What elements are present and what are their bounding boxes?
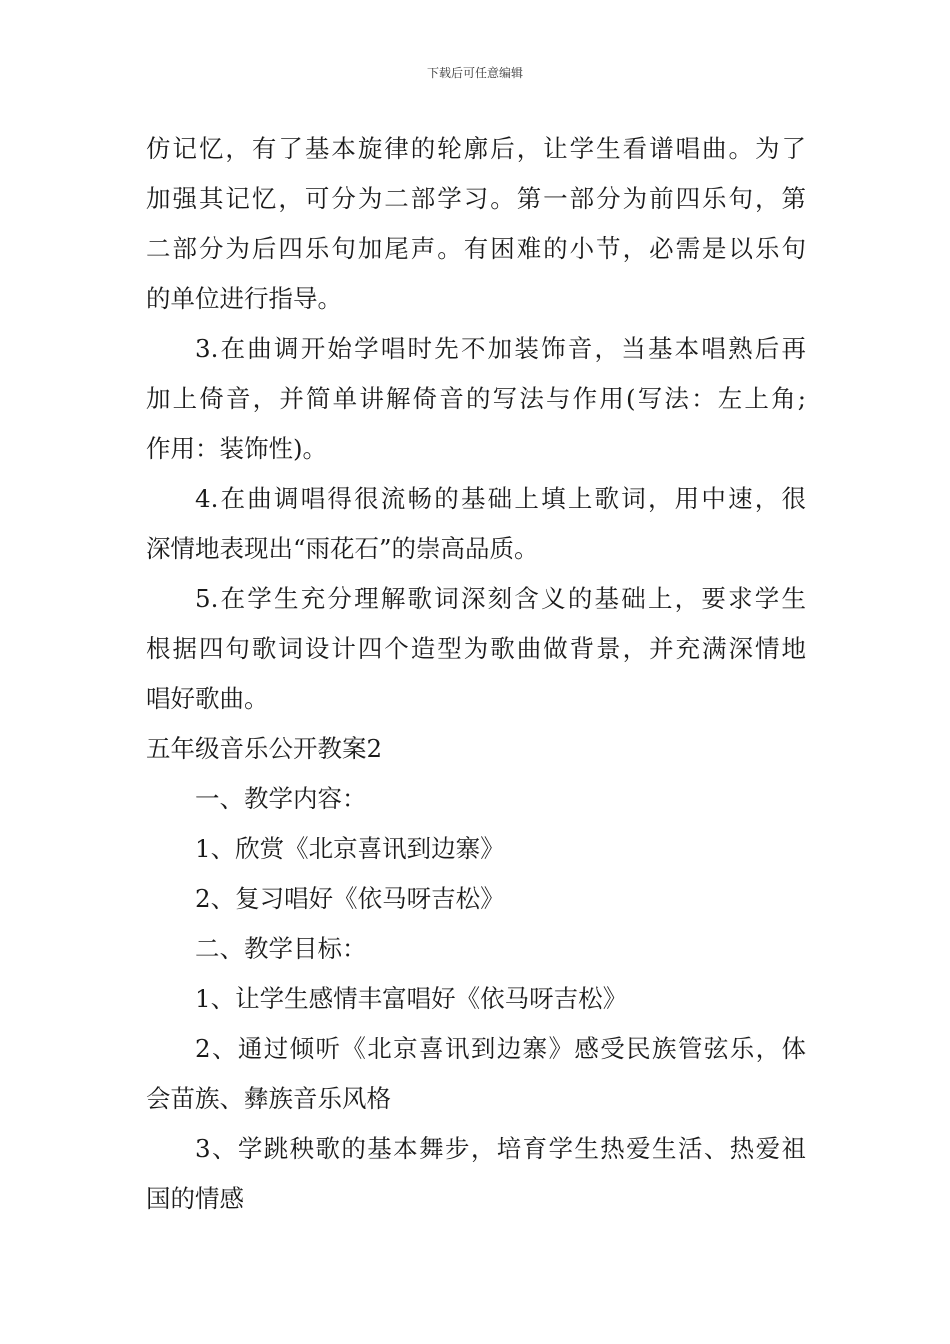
paragraph	[146, 124, 806, 324]
text-line: 仿记忆，有了基本旋律的轮廓后，让学生看谱唱曲。为了	[146, 134, 806, 163]
text-line: 2、通过倾听《北京喜讯到边寨》感受民族管弦乐，体	[195, 1034, 806, 1063]
paragraph	[146, 574, 806, 724]
paragraph	[146, 974, 806, 1024]
text-line: 的单位进行指导。	[146, 284, 342, 313]
text-line: 加强其记忆，可分为二部学习。第一部分为前四乐句，第	[146, 184, 806, 213]
paragraph	[146, 474, 806, 574]
paragraph	[146, 874, 806, 924]
text-line: 一、教学内容：	[195, 784, 367, 813]
text-line: 国的情感	[146, 1184, 244, 1213]
text-line: 3、学跳秧歌的基本舞步，培育学生热爱生活、热爱祖	[195, 1134, 806, 1163]
text-line: 1、让学生感情丰富唱好《依马呀吉松》	[195, 984, 628, 1013]
text-line: 5.在学生充分理解歌词深刻含义的基础上，要求学生	[195, 584, 806, 613]
text-line: 根据四句歌词设计四个造型为歌曲做背景，并充满深情地	[146, 634, 806, 663]
paragraph	[146, 824, 806, 874]
text-line: 深情地表现出“雨花石”的崇高品质。	[146, 534, 539, 563]
text-line: 二部分为后四乐句加尾声。有困难的小节，必需是以乐句	[146, 234, 806, 263]
text-line: 五年级音乐公开教案2	[146, 734, 383, 763]
text-line: 4.在曲调唱得很流畅的基础上填上歌词，用中速，很	[195, 484, 806, 513]
text-line: 二、教学目标：	[195, 934, 367, 963]
paragraph	[146, 724, 806, 774]
text-line: 1、欣赏《北京喜讯到边寨》	[195, 834, 505, 863]
paragraph	[146, 1024, 806, 1124]
paragraph	[146, 924, 806, 974]
text-line: 3.在曲调开始学唱时先不加装饰音，当基本唱熟后再	[195, 334, 806, 363]
text-line: 加上倚音，并简单讲解倚音的写法与作用(写法：左上角;	[146, 384, 806, 413]
paragraph	[146, 324, 806, 474]
text-line: 作用：装饰性)。	[146, 434, 328, 463]
page-header: 下载后可任意编辑	[426, 66, 523, 80]
text-line: 2、复习唱好《依马呀吉松》	[195, 884, 505, 913]
paragraph	[146, 774, 806, 824]
document-body	[146, 124, 806, 1224]
text-line: 唱好歌曲。	[146, 684, 269, 713]
paragraph	[146, 1124, 806, 1224]
text-line: 会苗族、彝族音乐风格	[146, 1084, 391, 1113]
